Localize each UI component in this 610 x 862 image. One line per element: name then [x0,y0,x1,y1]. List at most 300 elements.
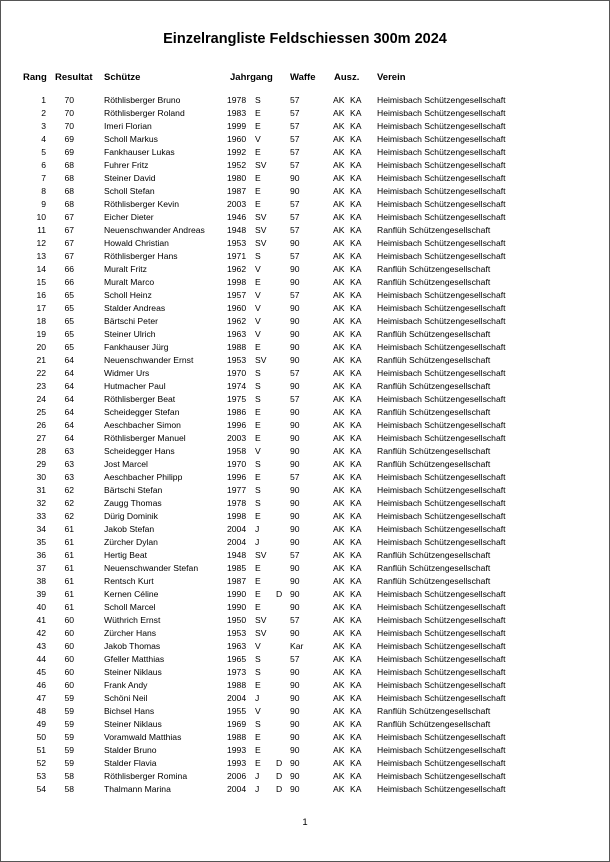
result-cell: 67 [64,251,74,261]
table-row [0,510,610,523]
table-row [0,224,610,237]
birth-year-cell: 1974 [227,381,247,391]
club-cell: Ranflüh Schützengesellschaft [377,459,491,469]
weapon-cell: 90 [290,511,300,521]
award-ak-cell: AK [333,446,345,456]
weapon-cell: 90 [290,316,300,326]
rank-cell: 20 [36,342,46,352]
table-row [0,653,610,666]
category-cell: E [255,277,261,287]
club-cell: Heimisbach Schützengesellschaft [377,654,506,664]
table-row [0,614,610,627]
award-ak-cell: AK [333,264,345,274]
birth-year-cell: 2004 [227,524,247,534]
birth-year-cell: 2004 [227,784,247,794]
weapon-cell: 57 [290,225,300,235]
table-row [0,94,610,107]
rank-cell: 39 [36,589,46,599]
club-cell: Heimisbach Schützengesellschaft [377,147,506,157]
weapon-cell: 90 [290,459,300,469]
ladies-flag-cell: D [276,758,283,768]
category-cell: E [255,420,261,430]
weapon-cell: 57 [290,121,300,131]
shooter-name-cell: Neuenschwander Andreas [104,225,205,235]
shooter-name-cell: Bärtschi Peter [104,316,158,326]
award-ak-cell: AK [333,160,345,170]
weapon-cell: 90 [290,524,300,534]
club-cell: Heimisbach Schützengesellschaft [377,173,506,183]
table-row [0,354,610,367]
table-row [0,627,610,640]
award-ka-cell: KA [350,355,362,365]
shooter-name-cell: Scheidegger Stefan [104,407,180,417]
weapon-cell: 90 [290,628,300,638]
rank-cell: 30 [36,472,46,482]
award-ka-cell: KA [350,745,362,755]
table-row [0,562,610,575]
rank-cell: 37 [36,563,46,573]
rank-cell: 48 [36,706,46,716]
weapon-cell: 90 [290,433,300,443]
result-cell: 61 [64,602,74,612]
table-row [0,601,610,614]
table-row [0,783,610,796]
club-cell: Heimisbach Schützengesellschaft [377,251,506,261]
club-cell: Heimisbach Schützengesellschaft [377,290,506,300]
award-ka-cell: KA [350,264,362,274]
birth-year-cell: 1953 [227,355,247,365]
award-ka-cell: KA [350,667,362,677]
rank-cell: 34 [36,524,46,534]
birth-year-cell: 1962 [227,264,247,274]
rank-cell: 50 [36,732,46,742]
award-ka-cell: KA [350,433,362,443]
birth-year-cell: 1992 [227,147,247,157]
award-ka-cell: KA [350,225,362,235]
club-cell: Heimisbach Schützengesellschaft [377,784,506,794]
category-cell: E [255,186,261,196]
category-cell: E [255,433,261,443]
shooter-name-cell: Imeri Florian [104,121,152,131]
award-ka-cell: KA [350,290,362,300]
club-cell: Ranflüh Schützengesellschaft [377,225,491,235]
shooter-name-cell: Zürcher Hans [104,628,157,638]
birth-year-cell: 2006 [227,771,247,781]
result-cell: 67 [64,225,74,235]
award-ak-cell: AK [333,511,345,521]
award-ka-cell: KA [350,719,362,729]
birth-year-cell: 1963 [227,329,247,339]
birth-year-cell: 1996 [227,420,247,430]
birth-year-cell: 1987 [227,186,247,196]
category-cell: SV [255,355,267,365]
award-ka-cell: KA [350,251,362,261]
award-ak-cell: AK [333,498,345,508]
shooter-name-cell: Stalder Bruno [104,745,157,755]
result-cell: 69 [64,134,74,144]
result-cell: 66 [64,264,74,274]
table-row [0,198,610,211]
result-cell: 62 [64,498,74,508]
shooter-name-cell: Muralt Marco [104,277,155,287]
header-ausz: Ausz. [334,72,360,83]
rank-cell: 38 [36,576,46,586]
rank-cell: 36 [36,550,46,560]
club-cell: Heimisbach Schützengesellschaft [377,641,506,651]
award-ak-cell: AK [333,576,345,586]
result-cell: 60 [64,628,74,638]
result-cell: 69 [64,147,74,157]
weapon-cell: 57 [290,95,300,105]
award-ka-cell: KA [350,394,362,404]
shooter-name-cell: Scholl Heinz [104,290,152,300]
weapon-cell: 90 [290,706,300,716]
club-cell: Heimisbach Schützengesellschaft [377,108,506,118]
birth-year-cell: 1969 [227,719,247,729]
award-ka-cell: KA [350,459,362,469]
category-cell: J [255,693,260,703]
award-ka-cell: KA [350,654,362,664]
birth-year-cell: 1960 [227,303,247,313]
birth-year-cell: 1980 [227,173,247,183]
result-cell: 66 [64,277,74,287]
award-ak-cell: AK [333,667,345,677]
award-ka-cell: KA [350,381,362,391]
award-ak-cell: AK [333,628,345,638]
award-ak-cell: AK [333,147,345,157]
shooter-name-cell: Steiner David [104,173,156,183]
category-cell: SV [255,212,267,222]
weapon-cell: 90 [290,264,300,274]
result-cell: 61 [64,589,74,599]
category-cell: SV [255,550,267,560]
shooter-name-cell: Thalmann Marina [104,784,171,794]
birth-year-cell: 2004 [227,693,247,703]
club-cell: Heimisbach Schützengesellschaft [377,420,506,430]
club-cell: Heimisbach Schützengesellschaft [377,160,506,170]
result-cell: 67 [64,212,74,222]
table-row [0,705,610,718]
category-cell: SV [255,225,267,235]
award-ak-cell: AK [333,784,345,794]
weapon-cell: 57 [290,199,300,209]
club-cell: Ranflüh Schützengesellschaft [377,706,491,716]
birth-year-cell: 1962 [227,316,247,326]
award-ka-cell: KA [350,680,362,690]
birth-year-cell: 1953 [227,628,247,638]
category-cell: E [255,511,261,521]
result-cell: 62 [64,511,74,521]
club-cell: Ranflüh Schützengesellschaft [377,381,491,391]
weapon-cell: 90 [290,342,300,352]
table-row [0,757,610,770]
birth-year-cell: 1988 [227,680,247,690]
weapon-cell: 57 [290,108,300,118]
table-row [0,120,610,133]
shooter-name-cell: Zaugg Thomas [104,498,162,508]
result-cell: 65 [64,316,74,326]
category-cell: E [255,563,261,573]
category-cell: V [255,329,261,339]
result-cell: 64 [64,433,74,443]
weapon-cell: 90 [290,784,300,794]
award-ak-cell: AK [333,693,345,703]
club-cell: Ranflüh Schützengesellschaft [377,407,491,417]
award-ka-cell: KA [350,576,362,586]
award-ka-cell: KA [350,446,362,456]
table-row [0,679,610,692]
shooter-name-cell: Röthlisberger Hans [104,251,178,261]
table-row [0,302,610,315]
result-cell: 65 [64,342,74,352]
club-cell: Heimisbach Schützengesellschaft [377,628,506,638]
club-cell: Heimisbach Schützengesellschaft [377,771,506,781]
weapon-cell: 90 [290,173,300,183]
category-cell: E [255,680,261,690]
club-cell: Ranflüh Schützengesellschaft [377,277,491,287]
award-ak-cell: AK [333,212,345,222]
rank-cell: 29 [36,459,46,469]
result-cell: 58 [64,771,74,781]
category-cell: E [255,121,261,131]
shooter-name-cell: Frank Andy [104,680,148,690]
shooter-name-cell: Eicher Dieter [104,212,154,222]
table-row [0,341,610,354]
club-cell: Heimisbach Schützengesellschaft [377,121,506,131]
rank-cell: 2 [41,108,46,118]
birth-year-cell: 2003 [227,199,247,209]
shooter-name-cell: Jakob Stefan [104,524,155,534]
birth-year-cell: 2003 [227,433,247,443]
result-cell: 61 [64,537,74,547]
result-cell: 63 [64,459,74,469]
table-row [0,185,610,198]
club-cell: Heimisbach Schützengesellschaft [377,693,506,703]
weapon-cell: 57 [290,212,300,222]
table-row [0,497,610,510]
shooter-name-cell: Stalder Flavia [104,758,157,768]
result-cell: 65 [64,329,74,339]
club-cell: Heimisbach Schützengesellschaft [377,368,506,378]
weapon-cell: 90 [290,680,300,690]
category-cell: V [255,264,261,274]
shooter-name-cell: Voramwald Matthias [104,732,182,742]
birth-year-cell: 1958 [227,446,247,456]
award-ka-cell: KA [350,238,362,248]
table-row [0,640,610,653]
result-cell: 70 [64,108,74,118]
award-ak-cell: AK [333,550,345,560]
category-cell: E [255,576,261,586]
weapon-cell: 90 [290,498,300,508]
club-cell: Heimisbach Schützengesellschaft [377,680,506,690]
shooter-name-cell: Scheidegger Hans [104,446,175,456]
club-cell: Ranflüh Schützengesellschaft [377,446,491,456]
rank-cell: 9 [41,199,46,209]
table-row [0,445,610,458]
category-cell: E [255,407,261,417]
shooter-name-cell: Muralt Fritz [104,264,147,274]
category-cell: SV [255,238,267,248]
table-row [0,692,610,705]
category-cell: J [255,524,260,534]
category-cell: E [255,732,261,742]
birth-year-cell: 1950 [227,615,247,625]
shooter-name-cell: Bärtschi Stefan [104,485,163,495]
award-ka-cell: KA [350,485,362,495]
birth-year-cell: 1993 [227,758,247,768]
birth-year-cell: 1971 [227,251,247,261]
rank-cell: 22 [36,368,46,378]
weapon-cell: 90 [290,667,300,677]
weapon-cell: 90 [290,329,300,339]
result-cell: 59 [64,732,74,742]
award-ka-cell: KA [350,277,362,287]
result-cell: 68 [64,160,74,170]
category-cell: S [255,654,261,664]
rank-cell: 54 [36,784,46,794]
birth-year-cell: 1996 [227,472,247,482]
table-row [0,276,610,289]
birth-year-cell: 1988 [227,342,247,352]
birth-year-cell: 1975 [227,394,247,404]
award-ka-cell: KA [350,160,362,170]
award-ak-cell: AK [333,251,345,261]
rank-cell: 23 [36,381,46,391]
award-ka-cell: KA [350,407,362,417]
weapon-cell: 90 [290,303,300,313]
award-ak-cell: AK [333,537,345,547]
award-ka-cell: KA [350,524,362,534]
category-cell: E [255,745,261,755]
rank-cell: 16 [36,290,46,300]
award-ak-cell: AK [333,459,345,469]
table-row [0,588,610,601]
weapon-cell: 90 [290,186,300,196]
result-cell: 64 [64,355,74,365]
shooter-name-cell: Hutmacher Paul [104,381,166,391]
rank-cell: 12 [36,238,46,248]
table-row [0,731,610,744]
rank-cell: 17 [36,303,46,313]
club-cell: Heimisbach Schützengesellschaft [377,732,506,742]
result-cell: 60 [64,615,74,625]
weapon-cell: 90 [290,537,300,547]
club-cell: Heimisbach Schützengesellschaft [377,472,506,482]
shooter-name-cell: Röthlisberger Romina [104,771,188,781]
weapon-cell: 90 [290,277,300,287]
rank-cell: 35 [36,537,46,547]
birth-year-cell: 1955 [227,706,247,716]
rank-cell: 8 [41,186,46,196]
award-ak-cell: AK [333,472,345,482]
result-cell: 65 [64,303,74,313]
table-row [0,315,610,328]
category-cell: S [255,381,261,391]
rank-cell: 15 [36,277,46,287]
category-cell: SV [255,628,267,638]
rank-cell: 27 [36,433,46,443]
birth-year-cell: 1998 [227,277,247,287]
birth-year-cell: 1952 [227,160,247,170]
category-cell: E [255,589,261,599]
weapon-cell: 90 [290,771,300,781]
award-ak-cell: AK [333,108,345,118]
rank-cell: 24 [36,394,46,404]
table-row [0,263,610,276]
award-ak-cell: AK [333,329,345,339]
club-cell: Heimisbach Schützengesellschaft [377,394,506,404]
rank-cell: 19 [36,329,46,339]
weapon-cell: 57 [290,472,300,482]
rank-cell: 42 [36,628,46,638]
award-ka-cell: KA [350,212,362,222]
rank-cell: 6 [41,160,46,170]
rank-cell: 45 [36,667,46,677]
category-cell: E [255,199,261,209]
shooter-name-cell: Steiner Niklaus [104,667,162,677]
rank-cell: 41 [36,615,46,625]
shooter-name-cell: Röthlisberger Kevin [104,199,179,209]
award-ka-cell: KA [350,771,362,781]
award-ak-cell: AK [333,485,345,495]
award-ak-cell: AK [333,277,345,287]
award-ak-cell: AK [333,654,345,664]
result-cell: 61 [64,550,74,560]
award-ak-cell: AK [333,238,345,248]
rank-cell: 10 [36,212,46,222]
result-cell: 65 [64,290,74,300]
award-ak-cell: AK [333,706,345,716]
award-ka-cell: KA [350,316,362,326]
birth-year-cell: 1960 [227,134,247,144]
weapon-cell: 57 [290,160,300,170]
club-cell: Heimisbach Schützengesellschaft [377,485,506,495]
result-cell: 68 [64,199,74,209]
award-ka-cell: KA [350,199,362,209]
result-cell: 59 [64,745,74,755]
birth-year-cell: 1963 [227,641,247,651]
award-ka-cell: KA [350,537,362,547]
category-cell: S [255,394,261,404]
award-ka-cell: KA [350,108,362,118]
table-row [0,328,610,341]
shooter-name-cell: Neuenschwander Stefan [104,563,199,573]
shooter-name-cell: Aeschbacher Philipp [104,472,183,482]
category-cell: S [255,368,261,378]
award-ak-cell: AK [333,381,345,391]
award-ak-cell: AK [333,290,345,300]
birth-year-cell: 1953 [227,238,247,248]
rank-cell: 32 [36,498,46,508]
table-row [0,250,610,263]
table-row [0,666,610,679]
award-ka-cell: KA [350,303,362,313]
shooter-name-cell: Gfeller Matthias [104,654,165,664]
category-cell: V [255,446,261,456]
header-waffe: Waffe [290,72,316,83]
shooter-name-cell: Dürig Dominik [104,511,158,521]
club-cell: Heimisbach Schützengesellschaft [377,745,506,755]
table-row [0,432,610,445]
shooter-name-cell: Zürcher Dylan [104,537,158,547]
rank-cell: 25 [36,407,46,417]
award-ka-cell: KA [350,121,362,131]
club-cell: Heimisbach Schützengesellschaft [377,758,506,768]
club-cell: Heimisbach Schützengesellschaft [377,186,506,196]
club-cell: Heimisbach Schützengesellschaft [377,342,506,352]
award-ka-cell: KA [350,134,362,144]
